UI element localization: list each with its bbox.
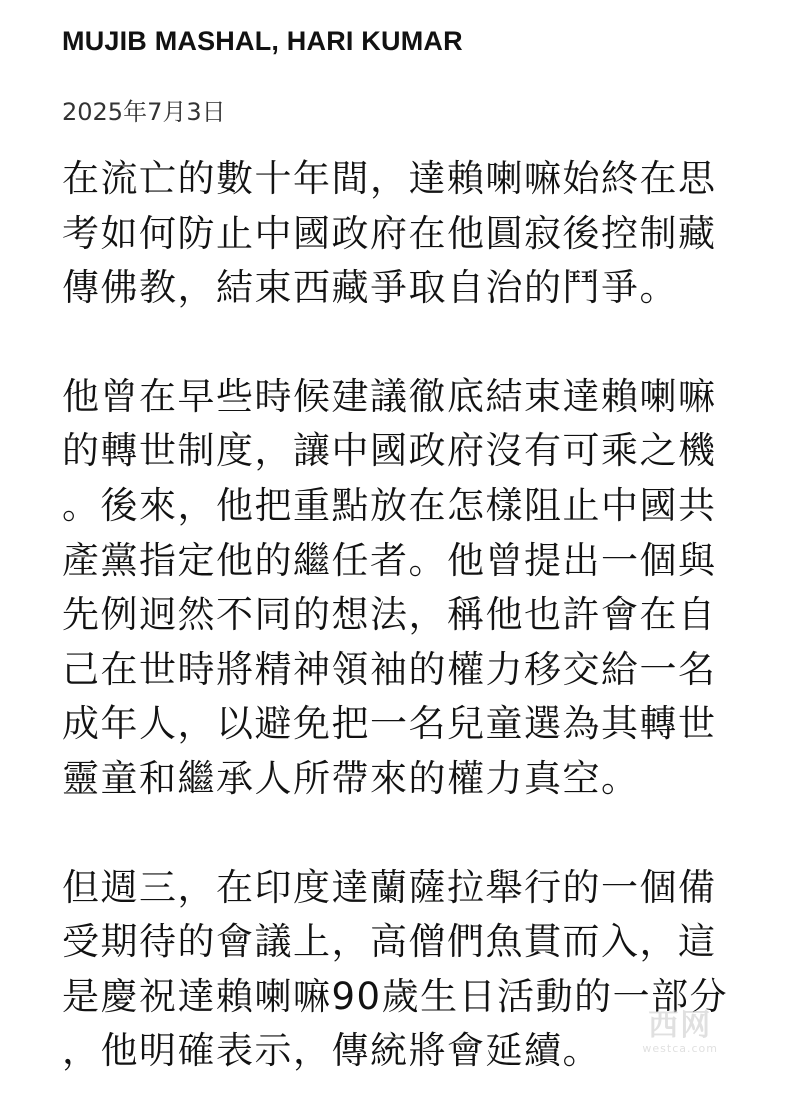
article-paragraph-2: 他曾在早些時候建議徹底結束達賴喇嘛的轉世制度，讓中國政府沒有可乘之機。後來，他把重點放在怎樣阻止中國共產黨指定他的繼任者。他曾提出一個與先例迥然不同的想法，稱他也許會在自己在世時將精神領袖的權力移交給一名成年人，以避免把一名兒童選為其轉世靈童和繼承人所帶來的權力真空。 bbox=[62, 374, 717, 800]
watermark-logo: 西网 bbox=[648, 1008, 713, 1043]
article-paragraph-3: 但週三，在印度達蘭薩拉舉行的一個備受期待的會議上，高僧們魚貫而入，這是慶祝達賴喇嘛90歲生日活動的一部分，他明確表示，傳統將會延續。 bbox=[62, 865, 729, 1073]
watermark-domain: westca.com bbox=[642, 1042, 718, 1055]
article-byline: MUJIB MASHAL, HARI KUMAR bbox=[62, 26, 463, 56]
article-paragraph-1: 在流亡的數十年間，達賴喇嘛始終在思考如何防止中國政府在他圓寂後控制藏傳佛教，結束西藏爭取自治的鬥爭。 bbox=[62, 157, 717, 310]
article-date: 2025年7月3日 bbox=[62, 98, 226, 126]
article-body bbox=[62, 152, 738, 1079]
